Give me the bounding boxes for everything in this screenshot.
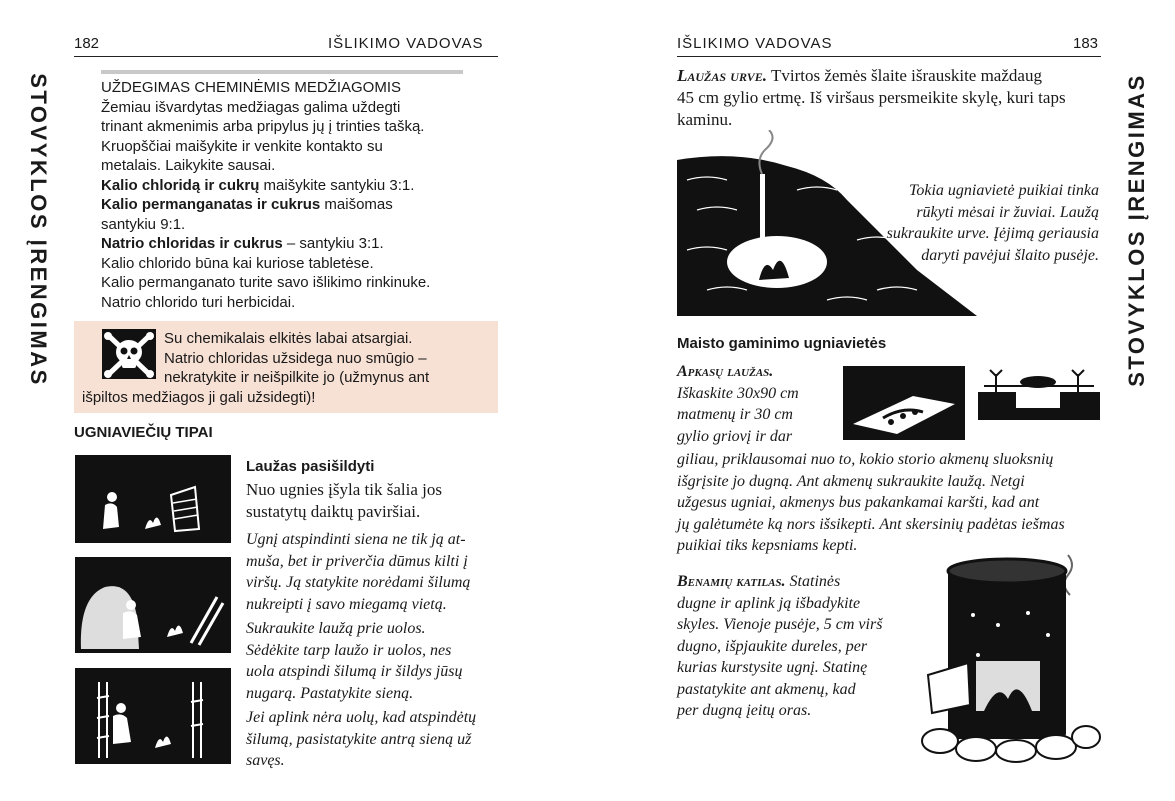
hobo-line-3: skyles. Vienoje pusėje, 5 cm virš [677,616,883,633]
left-page-number: 182 [74,35,100,52]
para2-line-4: nugarą. Pastatykite sieną. [246,684,414,702]
warning-line-3: nekratykite ir neišpilkite jo (užmynus ant [164,369,430,386]
hobo-stove-paragraph [677,571,917,722]
left-side-title: STOVYKLOS ĮRENGIMAS [26,73,51,387]
left-header-rule [74,56,498,57]
warning-line-1: Su chemikalais elkitės labai atsargiai. [164,330,413,347]
para3-line-2: šilumą, pasistatykite antrą sieną už [246,730,472,748]
chem-item-2-bold: Kalio permanganatas ir cukrus [101,196,321,213]
right-side-title: STOVYKLOS ĮRENGIMAS [1124,73,1149,387]
warning-line-4: išpiltos medžiagos ji gali užsidegti)! [82,388,316,406]
rock-fire-paragraph [246,618,511,704]
warming-fire-illustration [75,455,231,543]
right-page-number: 183 [1073,35,1099,52]
burrow-caption-line-3: sukraukite urve. Įėjimą geriausia [886,225,1099,242]
para1-line-2: muša, bet ir priverčia dūmus kilti į [246,552,468,570]
chem-tail-3: Natrio chlorido turi herbicidai. [101,293,296,311]
burrow-caption-line-4: daryti pavėjui šlaito pusėje. [921,246,1099,264]
para3-line-3: savęs. [246,752,285,769]
warning-box [74,321,498,413]
chem-line-1: Žemiau išvardytas medžiagas galima uždegti [101,98,401,116]
trench-line-5: puikiai tiks kepsniams kepti. [677,537,858,554]
cooking-fires-heading: Maisto gaminimo ugniavietės [677,335,887,352]
warming-fire-heading: Laužas pasišildyti [246,458,375,475]
trench-line-2: išgrįsite jo dugną. Ant akmenų sukraukite laužą. Netgi [677,472,1025,490]
chem-item-1 [101,176,463,196]
trench-fire-illustration [843,366,965,440]
left-running-head: IŠLIKIMO VADOVAS [328,35,484,52]
trench-lead: Apkasų laužas. [677,363,774,380]
para2-line-3: uola atspindi šilumą ir šildys jūsų [246,663,463,680]
burrow-line-3: kaminu. [677,110,733,129]
right-running-head: IŠLIKIMO VADOVAS [677,35,833,52]
para2-line-1: Sukraukite laužą prie uolos. [246,620,426,637]
trench-line-3: užgesus ugniai, akmenys bus pakankamai karšti, kad ant [677,494,1040,511]
trench-fire-paragraph [677,449,1107,557]
chem-item-2 [101,195,463,215]
second-wall-paragraph [246,707,511,772]
burrow-line-1 [677,65,1107,87]
chem-item-3-rest: – santykiu 3:1. [282,235,384,252]
chem-tail-2: Kalio permanganato turite savo išlikimo rinkinuke. [101,274,431,291]
double-wall-fire-illustration [75,668,231,764]
burrow-caption-line-1: Tokia ugniavietė puikiai tinka [908,182,1099,199]
chem-item-3 [101,234,463,254]
para1-line-3: viršų. Ją statykite norėdami šilumą [246,574,471,591]
para3-line-1: Jei aplink nėra uolų, kad atspindėtų [246,709,477,726]
trench-line-4: jų galėtumėte ką nors išsikepti. Ant skersinių padėtas iešmas [677,515,1065,533]
hobo-line-4: dugno, išpjaukite dureles, per [677,637,868,655]
chem-item-2-rest: maišomas [320,196,393,213]
para1-line-4: nukreipti į savo miegamą vietą. [246,595,447,613]
warning-line-2: Natrio chloridas užsidega nuo smūgio – [164,349,427,367]
hobo-line-5: kurias kurstysite ugnį. Statinę [677,659,868,676]
burrow-line-1-rest: Tvirtos žemės šlaite išrauskite maždaug [767,66,1042,85]
hobo-line-1 [677,571,917,593]
warming-fire-intro [246,479,506,523]
burrow-line-2: 45 cm gylio ertmę. Iš viršaus persmeikite skylę, kuri taps [677,88,1066,107]
trench-fire-intro [677,361,847,447]
chem-item-1-rest: maišykite santykiu 3:1. [259,176,415,194]
fire-types-heading: UGNIAVIEČIŲ TIPAI [74,424,213,441]
warming-intro-line-2: sustatytų daiktų paviršiai. [246,502,421,521]
para2-line-2: Sėdėkite tarp laužo ir uolos, nes [246,641,452,659]
burrow-lead: Laužas urve. [677,66,768,85]
chem-item-2-line2: santykiu 9:1. [101,215,186,233]
warming-intro-line-1: Nuo ugnies įšyla tik šalia jos [246,480,442,499]
chem-item-1-bold: Kalio chloridą ir cukrų [101,176,260,194]
spit-roast-illustration [978,366,1100,420]
right-header-rule [677,56,1101,57]
para1-line-1: Ugnį atspindinti siena ne tik ją at- [246,531,466,548]
reflector-wall-paragraph [246,529,511,615]
hobo-stove-illustration [918,545,1104,765]
warning-text [82,329,492,407]
burrow-caption [845,180,1099,266]
chem-line-4: metalais. Laikykite sausai. [101,157,276,174]
hobo-line-2: dugne ir aplink ją išbadykite [677,594,861,612]
hobo-line-6: pastatykite ant akmenų, kad [677,680,856,698]
chem-box-top-bar [101,70,463,74]
hobo-lead: Benamių katilas. [677,573,786,590]
trench-short-line-2: matmenų ir 30 cm [677,406,793,423]
chem-tail-1: Kalio chlorido būna kai kuriose tabletėse. [101,254,374,272]
chem-line-3: Kruopščiai maišykite ir venkite kontakto su [101,137,383,155]
hobo-line-7: per dugną įeitų oras. [677,702,812,719]
burrow-caption-line-2: rūkyti mėsai ir žuviai. Laužą [916,203,1099,221]
trench-short-line-1: Iškaskite 30x90 cm [677,384,799,402]
rock-reflector-fire-illustration [75,557,231,653]
chem-line-2: trinant akmenimis arba pripylus jų į trinties tašką. [101,118,425,135]
burrow-fire-paragraph [677,65,1107,131]
chem-box-title: UŽDEGIMAS CHEMINĖMIS MEDŽIAGOMIS [101,79,402,96]
chemical-ignition-box [101,70,463,312]
trench-line-1: giliau, priklausomai nuo to, kokio storio akmenų sluoksnių [677,451,1054,468]
trench-short-line-3: gylio griovį ir dar [677,427,793,445]
hobo-line-1-rest: Statinės [785,573,841,590]
chem-item-3-bold: Natrio chloridas ir cukrus [101,235,283,252]
